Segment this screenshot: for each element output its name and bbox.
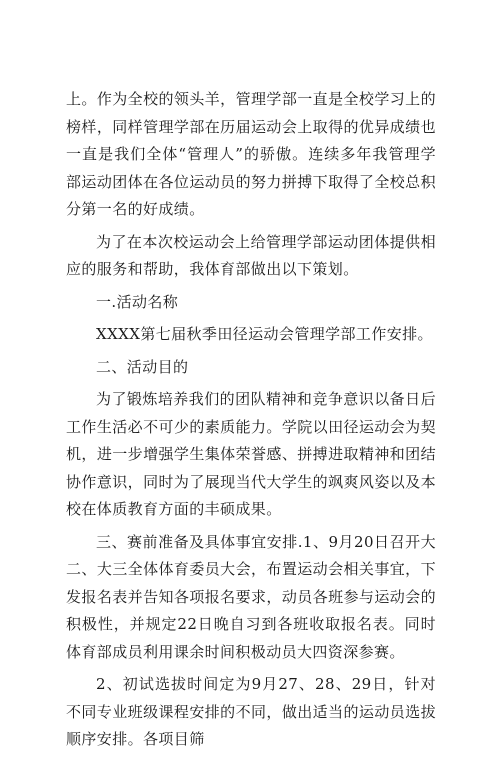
section-heading-activity-purpose: 二、活动目的	[96, 357, 189, 376]
paragraph-activity-purpose: 为了锻炼培养我们的团队精神和竞争意识以备日后工作生活必不可少的素质能力。学院以田径运动会为契机，进一步增强学生集体荣誉感、拼搏进取精神和团结协作意识，同时为了展现当代大学生的飒爽风姿以及本校在体质教育方面的丰硕成果。	[66, 390, 436, 518]
paragraph-intro-continuation: 上。作为全校的领头羊，管理学部一直是全校学习上的榜样，同样管理学部在历届运动会上取得的优异成绩也一直是我们全体“管理人”的骄傲。连续多年我管理学部运动团体在各位运动员的努力拼搏下取得了全校总积分第一名的好成绩。	[66, 90, 436, 218]
document-body	[66, 86, 436, 759]
paragraph-preparation: 三、赛前准备及具体事宜安排.1、9月20日召开大二、大三全体体育委员大会，布置运动会相关事宜，下发报名表并告知各项报名要求，动员各班参与运动会的积极性，并规定22日晚自习到各班收取报名表。同时体育部成员利用课余时间积极动员大四资深参赛。	[66, 532, 436, 661]
paragraph-selection-schedule: 2、初试选拔时间定为9月27、28、29日，针对不同专业班级课程安排的不同，做出适当的运动员选拔顺序安排。各项目筛	[66, 675, 436, 748]
paragraph-planning-purpose: 为了在本次校运动会上给管理学部运动团体提供相应的服务和帮助，我体育部做出以下策划。	[66, 232, 436, 278]
section-heading-activity-name: 一.活动名称	[96, 292, 179, 311]
paragraph-activity-name: XXXX第七届秋季田径运动会管理学部工作安排。	[96, 325, 433, 343]
